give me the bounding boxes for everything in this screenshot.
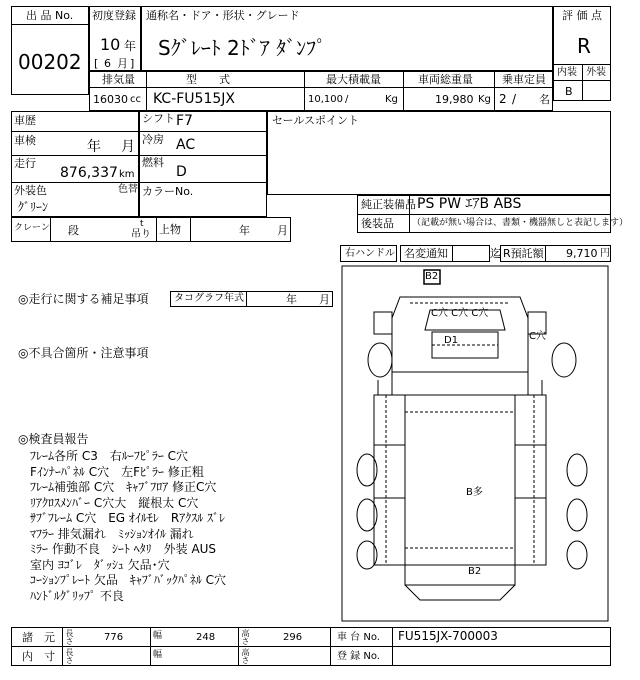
report-line: ﾌﾚｰﾑ各所 C3 右ﾙｰﾌﾋﾟﾗｰ C穴 [30,449,189,463]
diagram-d1: D1 [444,335,459,346]
inspection-month-unit: 月 [121,139,135,155]
color-code-label: カラーNo. [142,185,194,198]
max-load-label: 最大積載量 [326,73,381,86]
exterior-color: ｸﾞﾘｰﾝ [18,200,49,214]
fuel-label: 燃料 [142,156,164,169]
retrofit-note: （記載が無い場合は、書類・機器無しと表記します） [412,218,629,228]
exterior-grade-label: 外装 [586,67,606,78]
max-load-separator: / [345,94,349,105]
report-line: ﾏﾌﾗｰ 排気漏れ ﾐｯｼｮﾝｵｲﾙ 漏れ [30,526,194,541]
color-change-label: 色替 [118,184,138,195]
length-label: 長さ [65,629,74,645]
length-value: 776 [104,632,124,643]
displacement-label: 排気量 [102,73,135,86]
width-label-2: 幅 [153,650,163,660]
tachograph-year-unit: 年 [286,293,297,306]
interior-grade-label: 内装 [557,67,577,78]
rating-label: 評 価 点 [562,9,602,22]
fuel-value: D [176,164,187,180]
capacity: 2 [499,92,507,106]
driving-notes-title: ◎走行に関する補足事項 [18,292,149,306]
report-line: ﾐﾗｰ 作動不良 ｼｰﾄ ﾍﾀﾘ 外装 AUS [30,542,217,556]
report-line: ｻﾌﾞﾌﾚｰﾑ C穴 EG ｵｲﾙﾓﾚ Rｱｸｽﾙ ｽﾞﾚ [30,511,226,525]
inspection-label: 車検 [14,134,36,147]
inspector-report-title: ◎検査員報告 [18,432,89,446]
model: KC-FU515JX [153,91,235,107]
report-line: 室内 ﾖｺﾞﾚ ﾀﾞｯｼｭ 欠品･穴 [30,557,170,572]
gross-weight: 19,980 [435,93,474,106]
diagram-b2-bottom: B2 [468,566,482,577]
reg-year: 10 [100,35,121,54]
upper-year-unit: 年 [239,224,250,237]
length-label-2: 長さ [65,648,74,664]
registration-label: 登 録 No. [337,651,380,662]
mileage-unit: km [119,169,135,180]
interior-grade: B [565,85,573,98]
reg-month-open: [ [94,57,99,70]
reg-month-unit: 月 [117,57,128,70]
height-label-2: 高さ [241,648,250,664]
yen-label: 迄 [490,247,501,260]
dims-label: 諸 元 [22,631,55,644]
recycle-amount: 9,710 [566,247,598,260]
capacity-separator: / [512,92,517,106]
vehicle-name: Sｸﾞﾚｰﾄ 2ﾄﾞｱ ﾀﾞﾝﾌﾟ [158,36,327,60]
recycle-label: R預託額 [503,247,544,260]
first-registration-label: 初度登録 [92,9,136,22]
mileage: 876,337 [60,165,118,181]
capacity-unit: 名 [539,93,550,106]
chassis-label: 車 台 No. [337,632,380,643]
displacement-unit: cc [130,94,141,105]
vehicle-name-label: 通称名・ドア・形状・グレード [146,9,300,22]
lot-label: 出 品 No. [26,9,74,22]
chassis-number: FU515JX-700003 [398,629,498,643]
crane-label: クレーン [14,223,50,233]
tachograph-month-unit: 月 [319,293,330,306]
mod-label: 名変通知 [404,247,448,260]
height-value: 296 [283,632,303,643]
ac-label: 冷房 [142,133,164,146]
report-line: ﾊﾝﾄﾞﾙｸﾞﾘｯﾌﾟ 不良 [30,588,124,603]
height-label: 高さ [241,629,250,645]
inspector-report-lines [30,449,226,604]
capacity-label: 乗車定員 [502,73,546,86]
diagram-b2-top: B2 [425,271,439,282]
reg-year-unit: 年 [124,39,137,53]
displacement: 16030 [93,93,128,106]
diagram-c-holes: C穴 C穴 C穴 [431,308,489,319]
reg-month: 6 [104,57,111,70]
tachograph-label: タコグラフ年式 [174,293,244,304]
reg-month-close: ] [130,57,135,70]
interior-dims-label: 内 寸 [22,650,55,663]
width-value: 248 [196,632,216,643]
gross-weight-label: 車両総重量 [418,73,473,86]
crane-stage-unit: 段 [68,224,79,237]
upper-label: 上物 [159,223,181,236]
upper-month-unit: 月 [277,224,288,237]
standard-equipment: PS PW ｴｱB ABS [417,196,522,212]
shift-value: F7 [176,113,193,129]
max-load-unit: Kg [385,94,398,105]
recycle-unit: 円 [600,248,610,259]
inspection-year-unit: 年 [87,139,101,155]
sales-point-label: セールスポイント [272,114,360,127]
diagram-c-hole-right: C穴 [529,331,546,342]
ac-value: AC [176,137,196,153]
diagram-b-many: B多 [466,487,483,498]
report-line: ﾌﾚｰﾑ補強部 C穴 ｷｬﾌﾞﾌﾛｱ 修正C穴 [30,480,217,494]
gross-weight-unit: Kg [478,94,491,105]
shift-label: シフト [142,112,175,125]
model-label: 型 式 [186,73,230,86]
defects-title: ◎不具合箇所・注意事項 [18,346,149,360]
crane-ton-unit: t [140,219,144,229]
rating-value: R [577,34,591,58]
lot-number: 00202 [18,50,82,74]
mileage-label: 走行 [14,157,36,170]
max-load: 10,100 [308,94,343,105]
retrofit-label: 後装品 [361,217,394,230]
drive-side: 右ハンドル [345,248,395,259]
report-line: ｺｰｼｮﾝﾌﾟﾚｰﾄ 欠品 ｷｬﾌﾞﾊﾞｯｸﾊﾟﾈﾙ C穴 [30,573,227,587]
standard-equipment-label: 純正装備品 [361,198,416,211]
report-line: ﾘｱｸﾛｽﾒﾝﾊﾞｰ C穴大 縦根太 C穴 [30,495,199,510]
report-line: Fｲﾝﾅｰﾊﾟﾈﾙ C穴 左Fﾋﾟﾗｰ 修正粗 [30,464,204,479]
width-label: 幅 [153,631,163,641]
history-label: 車歴 [14,114,36,127]
crane-lift-unit: 吊り [131,229,151,240]
exterior-color-label: 外装色 [14,184,47,197]
